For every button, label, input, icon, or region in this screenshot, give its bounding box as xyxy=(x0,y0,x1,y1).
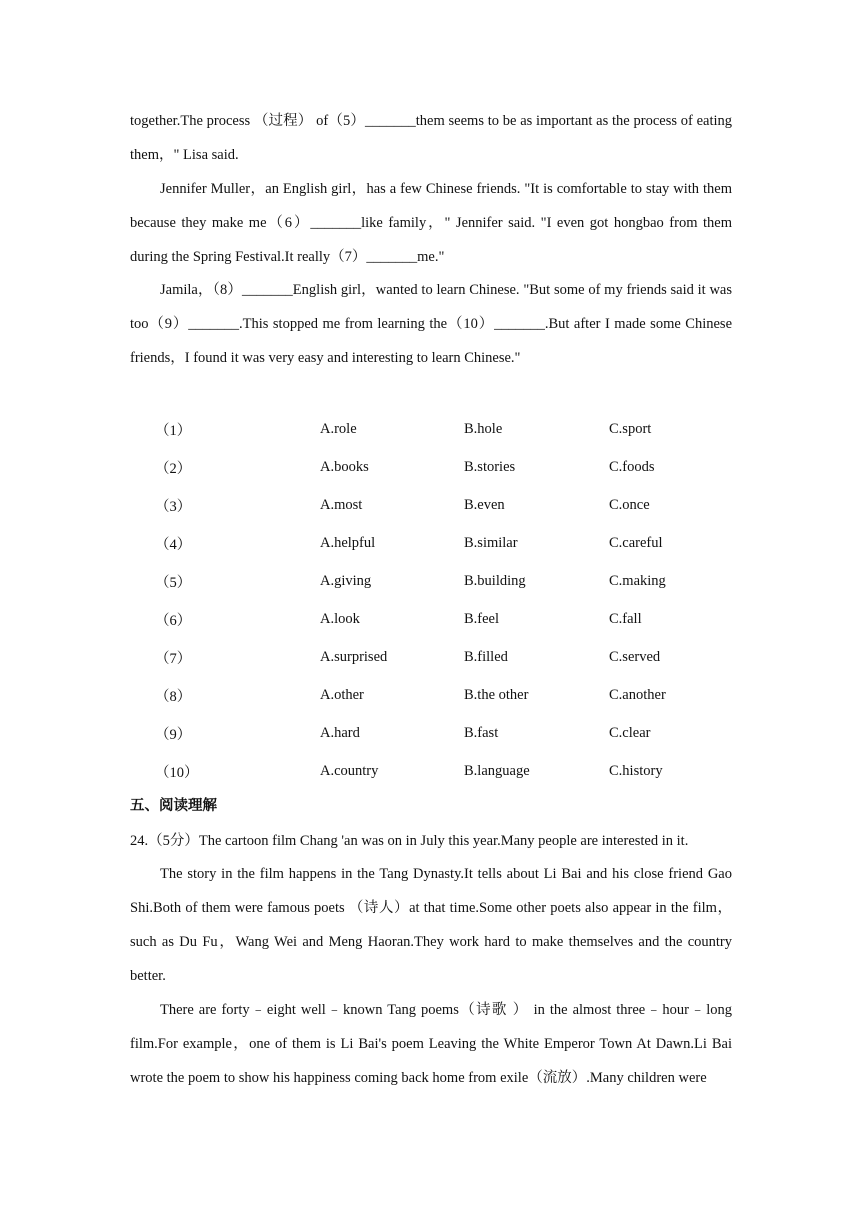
option-row xyxy=(130,638,732,676)
passage-paragraph-3: Jamila，（8）_______English girl，wanted to learn Chinese. "But some of my friends said it was too（9）_______.This stopped me from learning the（10）_______.But after I made some Chinese friends，I found it was very easy and interesting to learn Chinese." xyxy=(130,282,732,366)
option-c: C.once xyxy=(609,496,650,513)
section-title: 五、阅读理解 xyxy=(130,798,217,814)
option-c: C.history xyxy=(609,762,663,779)
option-b: B.hole xyxy=(464,420,503,437)
option-number: （6） xyxy=(155,612,192,629)
option-a: A.look xyxy=(320,610,360,627)
option-c: C.sport xyxy=(609,420,652,437)
option-number: （5） xyxy=(155,574,192,591)
passage-paragraph-2: Jennifer Muller，an English girl，has a few Chinese friends. "It is comfortable to stay with them because they make me（6）_______like family，" Jennifer said. "I even got hongbao from them during the Spring Festival.It really（7）_______me." xyxy=(130,181,732,265)
option-a: A.giving xyxy=(320,572,372,589)
option-a: A.books xyxy=(320,458,369,475)
option-b: B.fast xyxy=(464,724,499,741)
question-24-paragraph-3: There are forty﹣eight well﹣known Tang poems（诗歌 ） in the almost three﹣hour﹣long film.For example，one of them is Li Bai's poem Leaving the White Emperor Town At Dawn.Li Bai wrote the poem to show his happiness coming back home from exile（流放）.Many children were xyxy=(130,1002,732,1086)
option-c: C.another xyxy=(609,686,666,703)
option-number: （3） xyxy=(155,498,192,515)
option-c: C.served xyxy=(609,648,661,665)
option-row xyxy=(130,524,732,562)
option-number: （2） xyxy=(155,460,192,477)
option-number: （4） xyxy=(155,536,192,553)
option-number: （10） xyxy=(155,764,199,781)
option-row xyxy=(130,600,732,638)
option-a: A.other xyxy=(320,686,364,703)
option-a: A.hard xyxy=(320,724,360,741)
option-row xyxy=(130,448,732,486)
option-row xyxy=(130,486,732,524)
options-table xyxy=(130,410,732,790)
option-number: （9） xyxy=(155,726,192,743)
option-b: B.stories xyxy=(464,458,516,475)
option-b: B.similar xyxy=(464,534,518,551)
option-number: （7） xyxy=(155,650,192,667)
option-row xyxy=(130,676,732,714)
option-a: A.helpful xyxy=(320,534,376,551)
option-row xyxy=(130,752,732,790)
option-b: B.language xyxy=(464,762,530,779)
option-c: C.careful xyxy=(609,534,663,551)
option-c: C.fall xyxy=(609,610,642,627)
option-c: C.clear xyxy=(609,724,651,741)
option-b: B.building xyxy=(464,572,526,589)
option-row xyxy=(130,410,732,448)
option-c: C.making xyxy=(609,572,666,589)
option-a: A.most xyxy=(320,496,363,513)
option-a: A.surprised xyxy=(320,648,388,665)
option-b: B.filled xyxy=(464,648,508,665)
option-b: B.even xyxy=(464,496,505,513)
option-c: C.foods xyxy=(609,458,655,475)
option-row xyxy=(130,714,732,752)
question-24-intro: 24.（5分）The cartoon film Chang 'an was on in July this year.Many people are interested in it. xyxy=(130,833,689,849)
option-a: A.role xyxy=(320,420,357,437)
passage-paragraph-1: together.The process （过程） of（5）_______them seems to be as important as the process of eating them，" Lisa said. xyxy=(130,113,732,163)
option-row xyxy=(130,562,732,600)
option-number: （8） xyxy=(155,688,192,705)
option-a: A.country xyxy=(320,762,379,779)
option-b: B.feel xyxy=(464,610,500,627)
option-b: B.the other xyxy=(464,686,529,703)
option-number: （1） xyxy=(155,422,192,439)
question-24-paragraph-2: The story in the film happens in the Tang Dynasty.It tells about Li Bai and his close friend Gao Shi.Both of them were famous poets （诗人）at that time.Some other poets also appear in the film，such as Du Fu，Wang Wei and Meng Haoran.They work hard to make themselves and the country better. xyxy=(130,866,732,984)
